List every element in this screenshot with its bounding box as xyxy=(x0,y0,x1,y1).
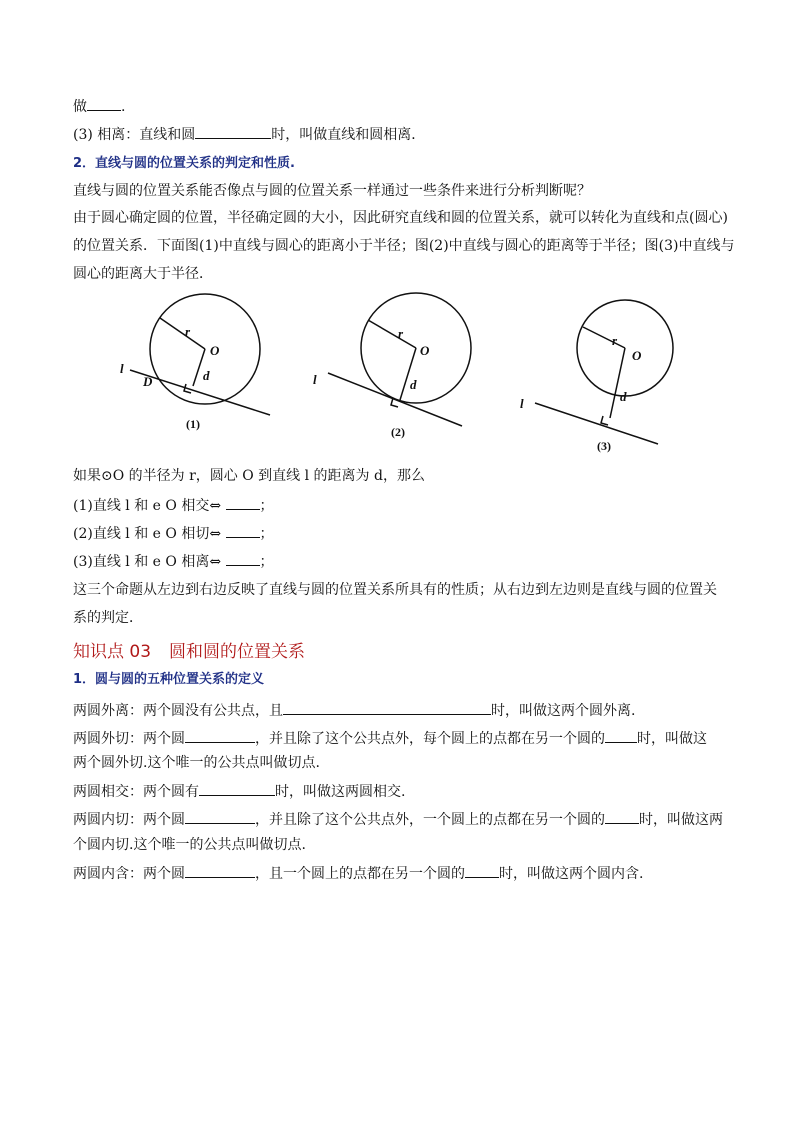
section-heading-2: 2．直线与圆的位置关系的判定和性质. xyxy=(73,156,295,171)
section-heading-1: 1．圆与圆的五种位置关系的定义 xyxy=(73,672,265,687)
def-waiqie xyxy=(73,728,707,749)
waiqie-text-b: ，并且除了这个公共点外，每个圆上的点都在另一个圆的 xyxy=(255,731,605,747)
label-d-1: d xyxy=(203,368,210,383)
distance-3 xyxy=(610,348,625,418)
blank-c2 xyxy=(226,523,260,538)
waiqie-text-c: 时，叫做这 xyxy=(637,731,707,747)
label-d-2: d xyxy=(410,377,417,392)
xiangjiao-text-b: 时，叫做这两圆相交. xyxy=(275,784,406,800)
label-O-1: O xyxy=(210,343,220,358)
caption-3: (3) xyxy=(597,439,611,453)
summary-line-1: 这三个命题从左边到右边反映了直线与圆的位置关系所具有的性质；从右边到左边则是直线与圆的位置关 xyxy=(73,582,717,598)
semicolon-1: ； xyxy=(259,498,274,514)
waili-text-b: 时，叫做这两个圆外离. xyxy=(491,703,636,719)
condition-3-text: (3)直线 l 和 e O 相离⇔ xyxy=(73,554,222,570)
neiqie-text-c: 时，叫做这两 xyxy=(639,812,723,828)
radius-1 xyxy=(160,318,205,349)
blank-waili xyxy=(283,700,491,715)
label-l-2: l xyxy=(313,372,317,387)
blank-xiangjiao xyxy=(199,781,275,796)
label-d-3: d xyxy=(620,389,627,404)
neiqie-text-a: 两圆内切：两个圆 xyxy=(73,812,185,828)
label-O-3: O xyxy=(632,348,642,363)
paragraph-1: 直线与圆的位置关系能否像点与圆的位置关系一样通过一些条件来进行分析判断呢？ xyxy=(73,183,591,199)
blank-neiqie-1 xyxy=(185,809,255,824)
label-r-1: r xyxy=(185,324,191,339)
xiangjiao-text-a: 两圆相交：两个圆有 xyxy=(73,784,199,800)
line-l-3 xyxy=(535,403,658,444)
def-neihan xyxy=(73,863,643,884)
paragraph-2-line-3: 圆心的距离大于半径． xyxy=(73,266,213,282)
blank-c3 xyxy=(226,551,260,566)
neihan-text-b: ，且一个圆上的点都在另一个圆的 xyxy=(255,866,465,882)
distance-2 xyxy=(400,348,416,400)
caption-2: (2) xyxy=(391,425,405,439)
text-xiangli-end: 时，叫做直线和圆相离． xyxy=(271,127,426,143)
neihan-text-a: 两圆内含：两个圆 xyxy=(73,866,185,882)
radius-2 xyxy=(368,320,416,348)
condition-1 xyxy=(73,495,274,516)
text-zuo: 做 xyxy=(73,99,87,115)
def-neiqie xyxy=(73,809,723,830)
label-D-1: D xyxy=(143,374,153,389)
label-l-1: l xyxy=(120,361,124,376)
line-circle-figure xyxy=(0,290,794,460)
label-r-3: r xyxy=(612,333,618,348)
blank-waiqie-2 xyxy=(605,728,637,743)
def-xiangjiao xyxy=(73,781,405,802)
blank-1 xyxy=(87,96,121,111)
condition-2-text: (2)直线 l 和 e O 相切⇔ xyxy=(73,526,222,542)
radius-3 xyxy=(583,327,625,348)
neiqie-text-b: ，并且除了这个公共点外，一个圆上的点都在另一个圆的 xyxy=(255,812,605,828)
line-l-2 xyxy=(328,373,462,426)
blank-neihan-1 xyxy=(185,863,255,878)
label-r-2: r xyxy=(398,326,404,341)
blank-neihan-2 xyxy=(465,863,499,878)
def-waiqie-line-2: 两个圆外切.这个唯一的公共点叫做切点. xyxy=(73,755,320,771)
right-angle-3 xyxy=(601,416,608,425)
line-xiangli xyxy=(73,124,425,145)
paragraph-2-line-1: 由于圆心确定圆的位置，半径确定圆的大小，因此研究直线和圆的位置关系，就可以转化为直线和点(圆心) xyxy=(73,210,728,226)
conditions-intro: 如果⊙O 的半径为 r，圆心 O 到直线 l 的距离为 d，那么 xyxy=(73,468,425,484)
condition-2 xyxy=(73,523,274,544)
label-l-3: l xyxy=(520,396,524,411)
waiqie-text-a: 两圆外切：两个圆 xyxy=(73,731,185,747)
summary-line-2: 系的判定． xyxy=(73,610,143,626)
paragraph-2-line-2: 的位置关系．下面图(1)中直线与圆心的距离小于半径；图(2)中直线与圆心的距离等于半径；图(3)中直线与 xyxy=(73,238,735,254)
blank-c1 xyxy=(226,495,260,510)
period: . xyxy=(121,99,126,115)
knowledge-point-title xyxy=(73,637,305,662)
def-neiqie-line-2: 个圆内切.这个唯一的公共点叫做切点. xyxy=(73,837,306,853)
blank-neiqie-2 xyxy=(605,809,639,824)
caption-1: (1) xyxy=(186,417,200,431)
kp-label: 知识点 03 xyxy=(73,642,152,662)
text-xiangli-start: (3) 相离：直线和圆 xyxy=(73,127,196,143)
kp-title-text: 圆和圆的位置关系 xyxy=(169,642,306,662)
label-O-2: O xyxy=(420,343,430,358)
blank-xiangli xyxy=(195,124,271,139)
line-fill-blank-1 xyxy=(73,96,125,117)
waili-text-a: 两圆外离：两个圆没有公共点，且 xyxy=(73,703,283,719)
condition-1-text: (1)直线 l 和 e O 相交⇔ xyxy=(73,498,222,514)
neihan-text-c: 时，叫做这两个圆内含. xyxy=(499,866,644,882)
condition-3 xyxy=(73,551,274,572)
def-waili xyxy=(73,700,635,721)
blank-waiqie-1 xyxy=(185,728,255,743)
semicolon-3: ； xyxy=(259,554,274,570)
semicolon-2: ； xyxy=(259,526,274,542)
